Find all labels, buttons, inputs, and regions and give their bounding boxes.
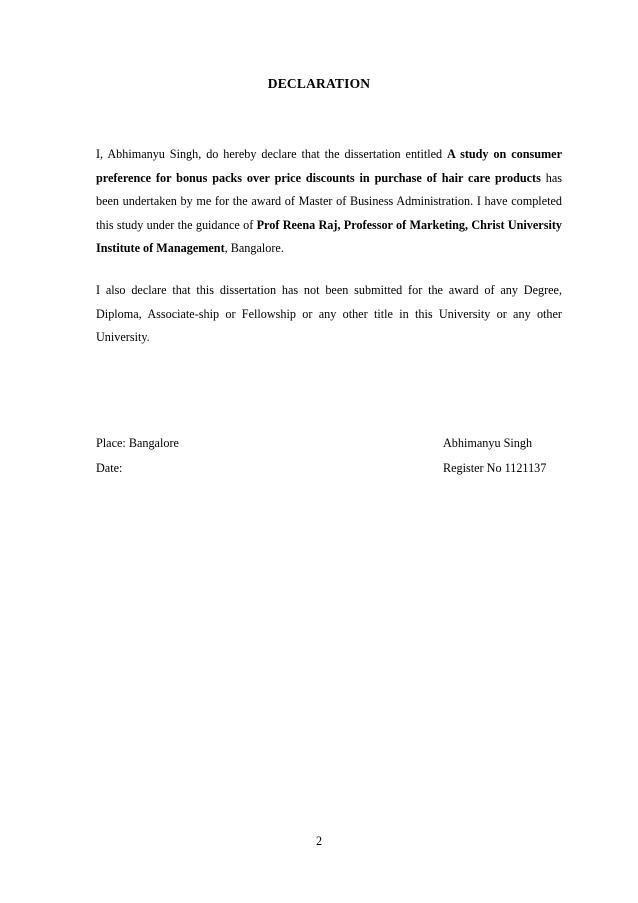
paragraph-1-text-c: , Bangalore.	[224, 241, 284, 255]
date-row	[96, 458, 562, 478]
declaration-paragraph-1	[96, 143, 562, 261]
register-number: Register No 1121137	[443, 461, 547, 475]
paragraph-1-text-a: I, Abhimanyu Singh, do hereby declare that the dissertation entitled	[96, 147, 448, 161]
declaration-paragraph-2: I also declare that this dissertation has not been submitted for the award of any Degree, Diploma, Associate-ship or Fellowship or any other title in this University or any other University.	[96, 283, 562, 344]
place-row	[96, 433, 562, 453]
paragraph-1-text-b: has been undertaken by me for the award of Master of Business Administration. I have completed this study under the guidance of	[96, 170, 562, 232]
page-title: DECLARATION	[267, 76, 371, 91]
date-label: Date:	[96, 461, 123, 475]
page-number: 2	[315, 834, 323, 848]
dissertation-title: A study on consumer preference for bonus packs over price discounts in purchase of hair care products	[96, 147, 562, 185]
guide-name: Prof Reena Raj, Professor of Marketing, Christ University Institute of Management	[96, 217, 562, 255]
place-label: Place: Bangalore	[96, 436, 179, 450]
signatory-name: Abhimanyu Singh	[443, 436, 533, 450]
